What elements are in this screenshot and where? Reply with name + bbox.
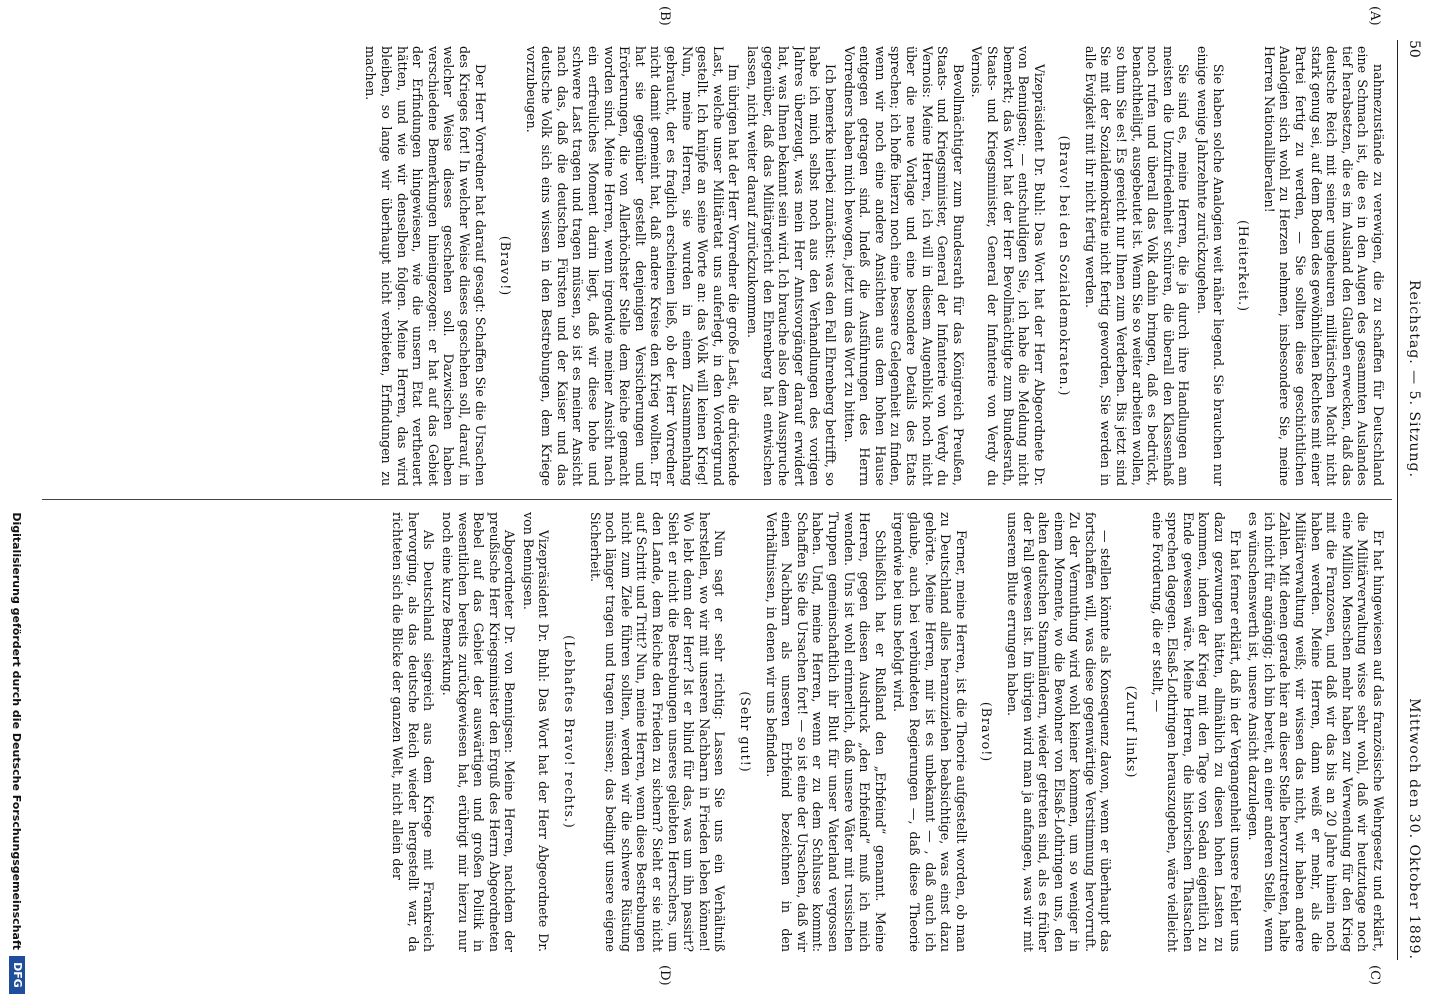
- dfg-logo: DFG: [9, 956, 25, 994]
- left-text-column: [46, 46, 1386, 486]
- margin-marker-b: (B): [657, 6, 672, 26]
- text-paragraph: Als Deutschland siegreich aus dem Kriege mit Frankreich hervorging, als das deutsche Reich wieder hergestellt war, da richteten sich die Blicke der ganzen Welt, nicht allein der: [390, 512, 437, 952]
- text-paragraph: Er hat ferner erklärt, daß in der Vergangenheit unsere Fehler uns dazu gezwungen hätten, allmählich zu diesen hohen Lasten zu kommen, indem der Krieg mit den Tage von Sedan eigentlich zu Ende gewesen wäre. Meine Herren, die historischen Thatsachen sprechen dagegen. Elsaß-Lothringen herauszugeben, wäre vielleicht eine Forderung, die er stellt, —: [1149, 512, 1243, 952]
- text-paragraph: Vizepräsident Dr. Buhl: Das Wort hat der Herr Abgeordnete Dr. von Bennigsen; — entschuldigen Sie, ich habe die Meldung nicht bemerkt; das Wort hat der Herr Bevollmächtigte zum Bundesrath, Staats- und Kriegsminister, General der Infanterie von Verdy du Vernois.: [969, 46, 1047, 486]
- text-paragraph: Abgeordneter Dr. von Bennigsen: Meine Herren, nachdem der preußische Herr Kriegsminister den Erguß des Herrn Abgeordneten Bebel auf das Gebiet der auswärtigen und großen Politik in wesentlichen bereits zurückgewiesen hat, erübrigt mir hierzu nur noch eine kurze Bemerkung.: [439, 512, 518, 952]
- margin-marker-a: (A): [1367, 6, 1382, 26]
- column-divider: [42, 499, 1392, 500]
- text-paragraph: Er hat hingewiesen auf das französische Wehrgesetz und erklärt, die Militärverwaltung wisse sehr wohl, daß wir heutzutage noch eine Million Menschen mehr haben zur Verwendung für den Krieg mit die Franzosen, und daß wir das bis an 20 Jahre hinein noch haben werden. Meine Herren, dann weiß er mehr, als die Militärverwaltung weiß; wir wissen das nicht, wir haben andere Zahlen. Mit denen gerade hier an dieser Stelle hervorzutreten, halte ich nicht für angängig; ich bin bereit, an einer anderen Stelle, wenn es wünschenswerth ist, unsere Ansicht darzulegen.: [1246, 512, 1386, 952]
- text-paragraph: Der Herr Vorredner hat darauf gesagt: Schaffen Sie die Ursachen des Krieges fort! In welcher Weise dieses geschehen soll, darauf, in welcher Weise dieses geschehen soll. Dazwischen haben verschiedene Bemerkungen hineingezogen: er hat auf das Gebiet der Erfindungen hingewiesen, wie die unsern Etat vertheuert hätten, und wie wir denselben folgen. Meine Herren, das wird bleiben, so lange wir überhaupt nicht verbieten, Erfindungen zu machen.: [363, 46, 488, 486]
- text-paragraph: (Bravo!): [979, 701, 995, 763]
- text-paragraph: Ferner, meine Herren, ist die Theorie aufgestellt worden, ob man zu Deutschland alles heranzuziehen beabsichtige, was einst dazu gehörte. Meine Herren, mir ist es unbekannt — , daß auch ich glaube, auch bei verbündeten Regierungen —, daß diese Theorie irgendwie bei uns befolgt wird.: [891, 512, 969, 952]
- text-paragraph: (Bravo! bei den Sozialdemokraten.): [1057, 135, 1073, 397]
- page-number: 50: [1406, 40, 1422, 58]
- text-paragraph: Bevollmächtigter zum Bundesrath für das Königreich Preußen, Staats- und Kriegsminister, General der Infanterie von Verdy du Vernois: Meine Herren, ich will in diesem Augenblick noch nicht über die neue Vorlage und eine besondere Details des Etats sprechen; ich hoffe hierzu noch eine bessere Gelegenheit zu finden, wenn wir noch eine andere Ansichten aus dem hohen Hause entgegen getragen sind. Indeß die Ausführungen des Herrn Vorredners haben mich bewogen, jetzt um das Wort zu bitten.: [841, 46, 966, 486]
- text-paragraph: nahmezustände zu verewigen, die zu schaffen für Deutschland eine Schmach ist, die es in den Augen des gesammten Auslandes tief herabsetzen, die es im Ausland den Glauben erwecken, daß das deutsche Reich mit seiner ungeheuren militärischen Macht nicht stark genug sei, auf dem Boden des gewöhnlichen Rechtes mit einer Partei fertig zu werden, — Sie sollten diese geschichtlichen Analogien sich wohl zu Herzen nehmen, insbesondere Sie, meine Herren Nationalliberalen!: [1261, 46, 1386, 486]
- margin-marker-d: (D): [657, 965, 672, 986]
- right-text-column: [46, 512, 1386, 952]
- text-paragraph: — stellen könnte als Konsequenz davon, wenn er überhaupt das fortschaffen will, was diese gegenwärtige Verstimmung hervorruft. Zu der Vermuthung wird wohl keiner kommen, um so weniger in einem Momente, wo die Bewohner von Elsaß-Lothringen uns, den alten deutschen Stammländern, wieder getreten sind, als es früher der Fall gewesen ist. Im übrigen wird man ja anfangen, was wir mit unserem Blute errungen haben.: [1004, 512, 1114, 952]
- page-header: [1400, 40, 1424, 960]
- header-title: Reichstag. — 5. Sitzung.: [1406, 280, 1422, 478]
- text-paragraph: Schließlich hat er Rußland den „Erbfeind“ genannt. Meine Herren, gegen diesen Ausdruck „den Erbfeind“ muß ich mich wenden. Uns ist wohl erinnerlich, daß unsere Väter mit russischen Truppen gemeinschaftlich ihr Blut für unser Vaterland vergossen haben. Und, meine Herren, wenn er zu dem Schlusse kommt: Schaffen Sie die Ursachen fort! — so ist eine der Ursachen, daß wir einen Nachbarn als unseren Erbfeind bezeichnen in den Verhältnissen, in denen wir uns befinden.: [763, 512, 888, 952]
- text-paragraph: Ich bemerke hierbei zunächst: was den Fall Ehrenberg betrifft, so habe ich mich selbst noch aus den Verhandlungen des vorigen Jahres überzeugt, was mein Herr Amtsvorgänger darauf erwidert hat, was Ihnen bekannt sein wird. Ich brauche also dem Ausspruche gegenüber, daß das Militärgericht den Ehrenberg hat entwischen lassen, nicht weiter darauf zurückzukommen.: [745, 46, 838, 486]
- digitization-credit: Digitalisierung gefördert durch die Deutsche Forschungsgemeinschaft: [10, 512, 23, 950]
- header-date: Mittwoch den 30. Oktober 1889.: [1406, 698, 1422, 960]
- margin-marker-c: (C): [1367, 965, 1382, 986]
- digitization-footer: [5, 0, 27, 1000]
- text-paragraph: (Zuruf links): [1124, 685, 1140, 779]
- text-paragraph: Sie haben solche Analogien weit näher liegend. Sie brauchen nur einige wenige Jahrzehnte zurückzugehen.: [1195, 46, 1226, 486]
- text-paragraph: (Heiterkeit.): [1236, 220, 1252, 312]
- text-paragraph: (Lebhaftes Bravo! rechts.): [562, 635, 578, 829]
- text-paragraph: Sie sind es, meine Herren, die ja durch ihre Handlungen am meisten die Unzufriedenheit schüren, die überall den Klassenhaß noch rufen und überall das Volk dahin bringen, daß es bedrückt, benachtheiligt, ausgebeutet ist. Wenn Sie so weiter arbeiten wollen, so thun Sie es! Es gereicht nur Ihnen zum Verderben. Bis jetzt sind Sie mit der Sozialdemokratie nicht fertig geworden, Sie werden in alle Ewigkeit mit ihr nicht fertig werden.: [1082, 46, 1192, 486]
- text-paragraph: (Bravo!): [498, 235, 514, 297]
- text-paragraph: Vizepräsident Dr. Buhl: Das Wort hat der Herr Abgeordnete Dr. von Bennigsen.: [520, 512, 552, 952]
- text-paragraph: (Sehr gut!): [738, 691, 754, 773]
- text-paragraph: Im übrigen hat der Herr Vorredner die große Last, die drückende Last, welche unser Militäretat uns auferlegt, in den Vordergrund gestellt. Ich knüpfe an seine Worte an: das Volk will keinen Krieg! Nun, meine Herren, sie wurden in einem Zusammenhang gebraucht, der es fraglich erscheinen ließ, ob der Herr Vorredner nicht damit gemeint hat, daß andere Kreise den Krieg wollten. Er hat sie gegenüber gestellt denjenigen Versicherungen und Erörterungen, die von Allerhöchster Stelle dem Reiche gemacht worden sind. Meine Herren, wenn irgendwie meiner Ansicht nach ein erfreuliches Moment darin liegt, daß wir diese hohe und schwere Last tragen und tragen müssen, so ist es meiner Ansicht nach das, daß die deutschen Fürsten und der Kaiser und das deutsche Volk sich eins wissen in den Bestrebungen, dem Kriege vorzubeugen.: [523, 46, 742, 486]
- text-paragraph: Nun sagt er sehr richtig: Lassen Sie uns ein Verhältniß herstellen, wo wir mit unseren Nachbarn in Frieden leben können! Wo lebt denn der Herr? Ist er blind für das, was um ihn passirt? Sieht er nicht die Bestrebungen unseres geliebten Herrschers, um den Lande, dem Reiche den Frieden zu sichern? Sieht er sie nicht auf Schritt und Tritt? Nun, meine Herren, wenn diese Bestrebungen nicht zum Ziele führen sollten, werden wir die schwere Rüstung noch länger tragen und tragen müssen; das bedingt unsere eigene Sicherheit.: [587, 512, 728, 952]
- header-rule: [1397, 40, 1398, 960]
